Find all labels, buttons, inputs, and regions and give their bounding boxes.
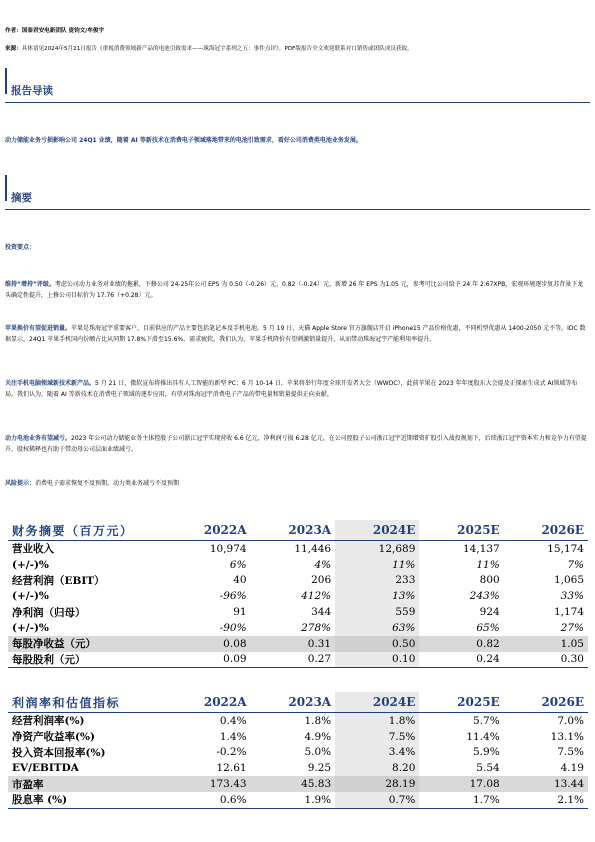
guide-section-bar — [5, 68, 7, 94]
table-row — [8, 652, 588, 668]
summary-para-apple — [5, 324, 587, 345]
row-label: 净资产收益率(%) — [12, 731, 95, 744]
year-header: 2026E — [504, 520, 588, 541]
year-header: 2023A — [251, 520, 336, 541]
table-cell: 15,174 — [547, 542, 584, 555]
table-cell: 7.0% — [557, 714, 584, 727]
para-lead: 维持“增持”评级。 — [5, 281, 55, 288]
table-row — [8, 745, 588, 761]
para-text: 5 月 21 日，微软宣布将推出具有人工智能的新型 PC；6 月 10-14 日，苹果将举行年度全球开发者大会（WWDC），此前苹果在 2023 年年度股东大会提及正探索生成式 AI领域等布局。我们认为，随着 AI 等新技术在消费电子领域的逐步应用，有望对珠海冠宇消费电子产品的带电量和销量提供正向贡献。 — [5, 380, 578, 398]
table-cell: 4.9% — [304, 730, 332, 743]
table-cell: 65% — [476, 621, 500, 634]
row-label: (+/-)% — [12, 590, 49, 603]
year-header: 2025E — [419, 692, 503, 713]
table-cell: 63% — [335, 620, 419, 636]
table-cell: 11% — [335, 557, 419, 573]
table-cell: 0.30 — [504, 652, 588, 668]
table-cell: 0.24 — [419, 652, 503, 668]
row-label: 股息率 (%) — [8, 792, 166, 808]
table-cell: -96% — [219, 590, 247, 603]
table-header-row — [8, 692, 588, 713]
table-cell: -90% — [219, 621, 247, 634]
table-row — [8, 760, 588, 776]
table-cell: 11,446 — [294, 542, 332, 555]
row-label: 市盈率 — [8, 776, 166, 792]
table-cell: 7.5% — [335, 729, 419, 745]
table-cell: 6% — [229, 558, 247, 571]
year-header: 2025E — [419, 520, 503, 541]
table-cell: 278% — [301, 621, 332, 634]
table-row — [8, 557, 588, 573]
table-cell: 40 — [233, 574, 247, 587]
summary-para-rating — [5, 280, 587, 301]
table-cell: 1.05 — [504, 636, 588, 652]
table-cell: 14,137 — [462, 542, 500, 555]
row-label: (+/-)% — [12, 621, 49, 634]
table-cell: 5.54 — [476, 762, 500, 775]
source-value: 具体请见2024年5月21日报告《重视消费领域新产品的电池引致需求——珠海冠宇系列之五：事件点评》。PDF版报告全文欢迎联系对口销售或团队成员获取。 — [21, 46, 413, 52]
table-row — [8, 713, 588, 729]
table-row — [8, 588, 588, 604]
table-cell: 17.08 — [419, 776, 503, 792]
table-cell: 1.7% — [419, 792, 503, 808]
row-label: EV/EBITDA — [12, 762, 79, 775]
financial-summary-table — [8, 520, 588, 668]
table-row — [8, 792, 588, 808]
summary-section-bar — [5, 175, 7, 201]
year-header: 2022A — [166, 520, 251, 541]
table-cell: 2.1% — [504, 792, 588, 808]
table-cell: 12.61 — [216, 762, 247, 775]
table-cell: 7% — [567, 558, 584, 571]
table-row — [8, 604, 588, 620]
row-label: 投入资本回报率(%) — [12, 746, 106, 759]
table-cell: 0.31 — [251, 636, 336, 652]
table-cell: 27% — [560, 621, 584, 634]
table-row — [8, 636, 588, 652]
table-row — [8, 573, 588, 589]
table-cell: 924 — [479, 606, 500, 619]
row-label: (+/-)% — [12, 558, 49, 571]
table-cell: 4% — [314, 558, 332, 571]
row-label: 经营利润率(%) — [12, 715, 85, 728]
table-cell: 1,174 — [553, 606, 584, 619]
table-cell: 1.4% — [219, 730, 247, 743]
table-cell: 0.27 — [251, 652, 336, 668]
author-line — [5, 26, 590, 36]
risk-line — [5, 479, 587, 490]
year-header: 2023A — [251, 692, 336, 713]
table-cell: 800 — [479, 574, 500, 587]
table-cell: 233 — [335, 573, 419, 589]
source-label: 来源： — [5, 46, 22, 52]
table-cell: -0.2% — [216, 746, 247, 759]
table-cell: 0.82 — [419, 636, 503, 652]
table-row — [8, 620, 588, 636]
summary-section-rule — [5, 209, 590, 210]
table-cell: 243% — [469, 590, 500, 603]
para-lead: 动力电池业务有望减亏。 — [5, 435, 72, 442]
table-cell: 45.83 — [251, 776, 336, 792]
table-cell: 91 — [233, 606, 247, 619]
table-cell: 344 — [311, 606, 332, 619]
guide-section-rule — [5, 102, 590, 103]
table-cell: 7.5% — [557, 746, 584, 759]
table-cell: 1.8% — [304, 714, 332, 727]
para-lead: 关注手机电脑领域新技术新产品。 — [5, 380, 96, 387]
guide-text: 动力储能业务亏损影响公司 24Q1 业绩，随着 AI 等新技术在消费电子领域落地带来的电池引致需求，看好公司消费类电池业务发展。 — [5, 137, 362, 144]
valuation-table — [8, 692, 588, 809]
table-cell: 0.4% — [219, 714, 247, 727]
summary-para-ai — [5, 379, 587, 400]
table-cell: 13% — [335, 588, 419, 604]
row-label: 经营利润（EBIT） — [12, 574, 105, 587]
table-cell: 0.50 — [335, 636, 419, 652]
table-cell: 412% — [301, 590, 332, 603]
author-value: 国泰君安电新团队 庞钧文/牟俊宇 — [21, 28, 105, 34]
table-header-row — [8, 520, 588, 541]
table-cell: 5.7% — [473, 714, 500, 727]
table-cell: 0.7% — [335, 792, 419, 808]
table-cell: 1.8% — [335, 713, 419, 729]
table-cell: 0.08 — [166, 636, 251, 652]
row-label: 净利润（归母） — [12, 606, 86, 619]
para-text: 苹果是珠海冠宇重要客户，目前供应的产品主要包括笔记本及手机电池。5 月 19 日，天猫 Apple Store 官方旗舰店开启 iPhone15 产品价格优惠，不同机型优惠从 1400-2050 元不等。IDC 数据显示，24Q1 苹果手机国内份额占比从同期 17.8%下滑至15.6%，需求疲软。我们认为，苹果手机降价有望刺激销量提升，从而带动珠海冠宇产能利用率提升。 — [5, 325, 586, 343]
table-cell: 11% — [476, 558, 500, 571]
table-cell: 206 — [311, 574, 332, 587]
table-cell: 3.4% — [335, 745, 419, 761]
table-cell: 13.44 — [504, 776, 588, 792]
para-text: 考虑公司动力业务对业绩的拖累，下修公司 24-25年公司 EPS 为 0.50（-0.26）元、0.82（-0.24）元，新增 26 年 EPS 为1.05 元，参考可比公司给予 24 年 2.67XPB，宏观环境逐步复苏背景下龙头确定性提升，上修公司目标价为 17.76（+0.28）元。 — [5, 281, 584, 299]
row-label: 每股股利（元） — [8, 652, 166, 668]
table-cell: 13.1% — [550, 730, 584, 743]
summary-section-title: 摘要 — [11, 192, 32, 204]
table-cell: 12,689 — [335, 541, 419, 557]
year-header: 2024E — [335, 692, 419, 713]
author-label: 作者： — [5, 28, 22, 34]
year-header: 2022A — [166, 692, 251, 713]
table-cell: 5.9% — [473, 746, 500, 759]
summary-para-power — [5, 434, 587, 455]
table-cell: 9.25 — [307, 762, 332, 775]
investment-points-label: 投资要点： — [5, 244, 36, 251]
table-cell: 8.20 — [335, 760, 419, 776]
table-cell: 559 — [335, 604, 419, 620]
table-cell: 11.4% — [466, 730, 500, 743]
year-header: 2026E — [504, 692, 588, 713]
table-cell: 173.43 — [166, 776, 251, 792]
risk-label: 风险提示： — [5, 480, 36, 487]
row-label: 每股净收益（元） — [8, 636, 166, 652]
table-cell: 0.09 — [166, 652, 251, 668]
table-row — [8, 729, 588, 745]
table-cell: 10,974 — [209, 542, 247, 555]
table-cell: 4.19 — [560, 762, 584, 775]
table-cell: 33% — [560, 590, 584, 603]
table-cell: 1,065 — [553, 574, 584, 587]
para-lead: 苹果换价有望促进销量。 — [5, 325, 72, 332]
table-row — [8, 541, 588, 557]
source-line — [5, 44, 590, 54]
table-cell: 1.9% — [251, 792, 336, 808]
table-cell: 5.0% — [304, 746, 332, 759]
table-title: 利润率和估值指标 — [8, 692, 166, 713]
table-row — [8, 776, 588, 792]
risk-text: 消费电子需求恢复不及预期，动力类业务减亏不及预期 — [35, 480, 180, 487]
table-cell: 28.19 — [335, 776, 419, 792]
table-cell: 0.10 — [335, 652, 419, 668]
para-text: 2023 年公司动力储能业务主体控股子公司浙江冠宇实现营收 6.6 亿元，净利润亏损 6.28 亿元。在公司控股子公司浙江冠宇近期增资扩股引入战投规划下，后续浙江冠宇资本实力和竞争力有望提升，股权稀释也有助于带动母公司层面业绩减亏。 — [5, 435, 587, 453]
row-label: 营业收入 — [12, 543, 54, 556]
table-title: 财务摘要（百万元） — [8, 520, 166, 541]
guide-section-title: 报告导读 — [11, 85, 53, 97]
year-header: 2024E — [335, 520, 419, 541]
table-cell: 0.6% — [166, 792, 251, 808]
